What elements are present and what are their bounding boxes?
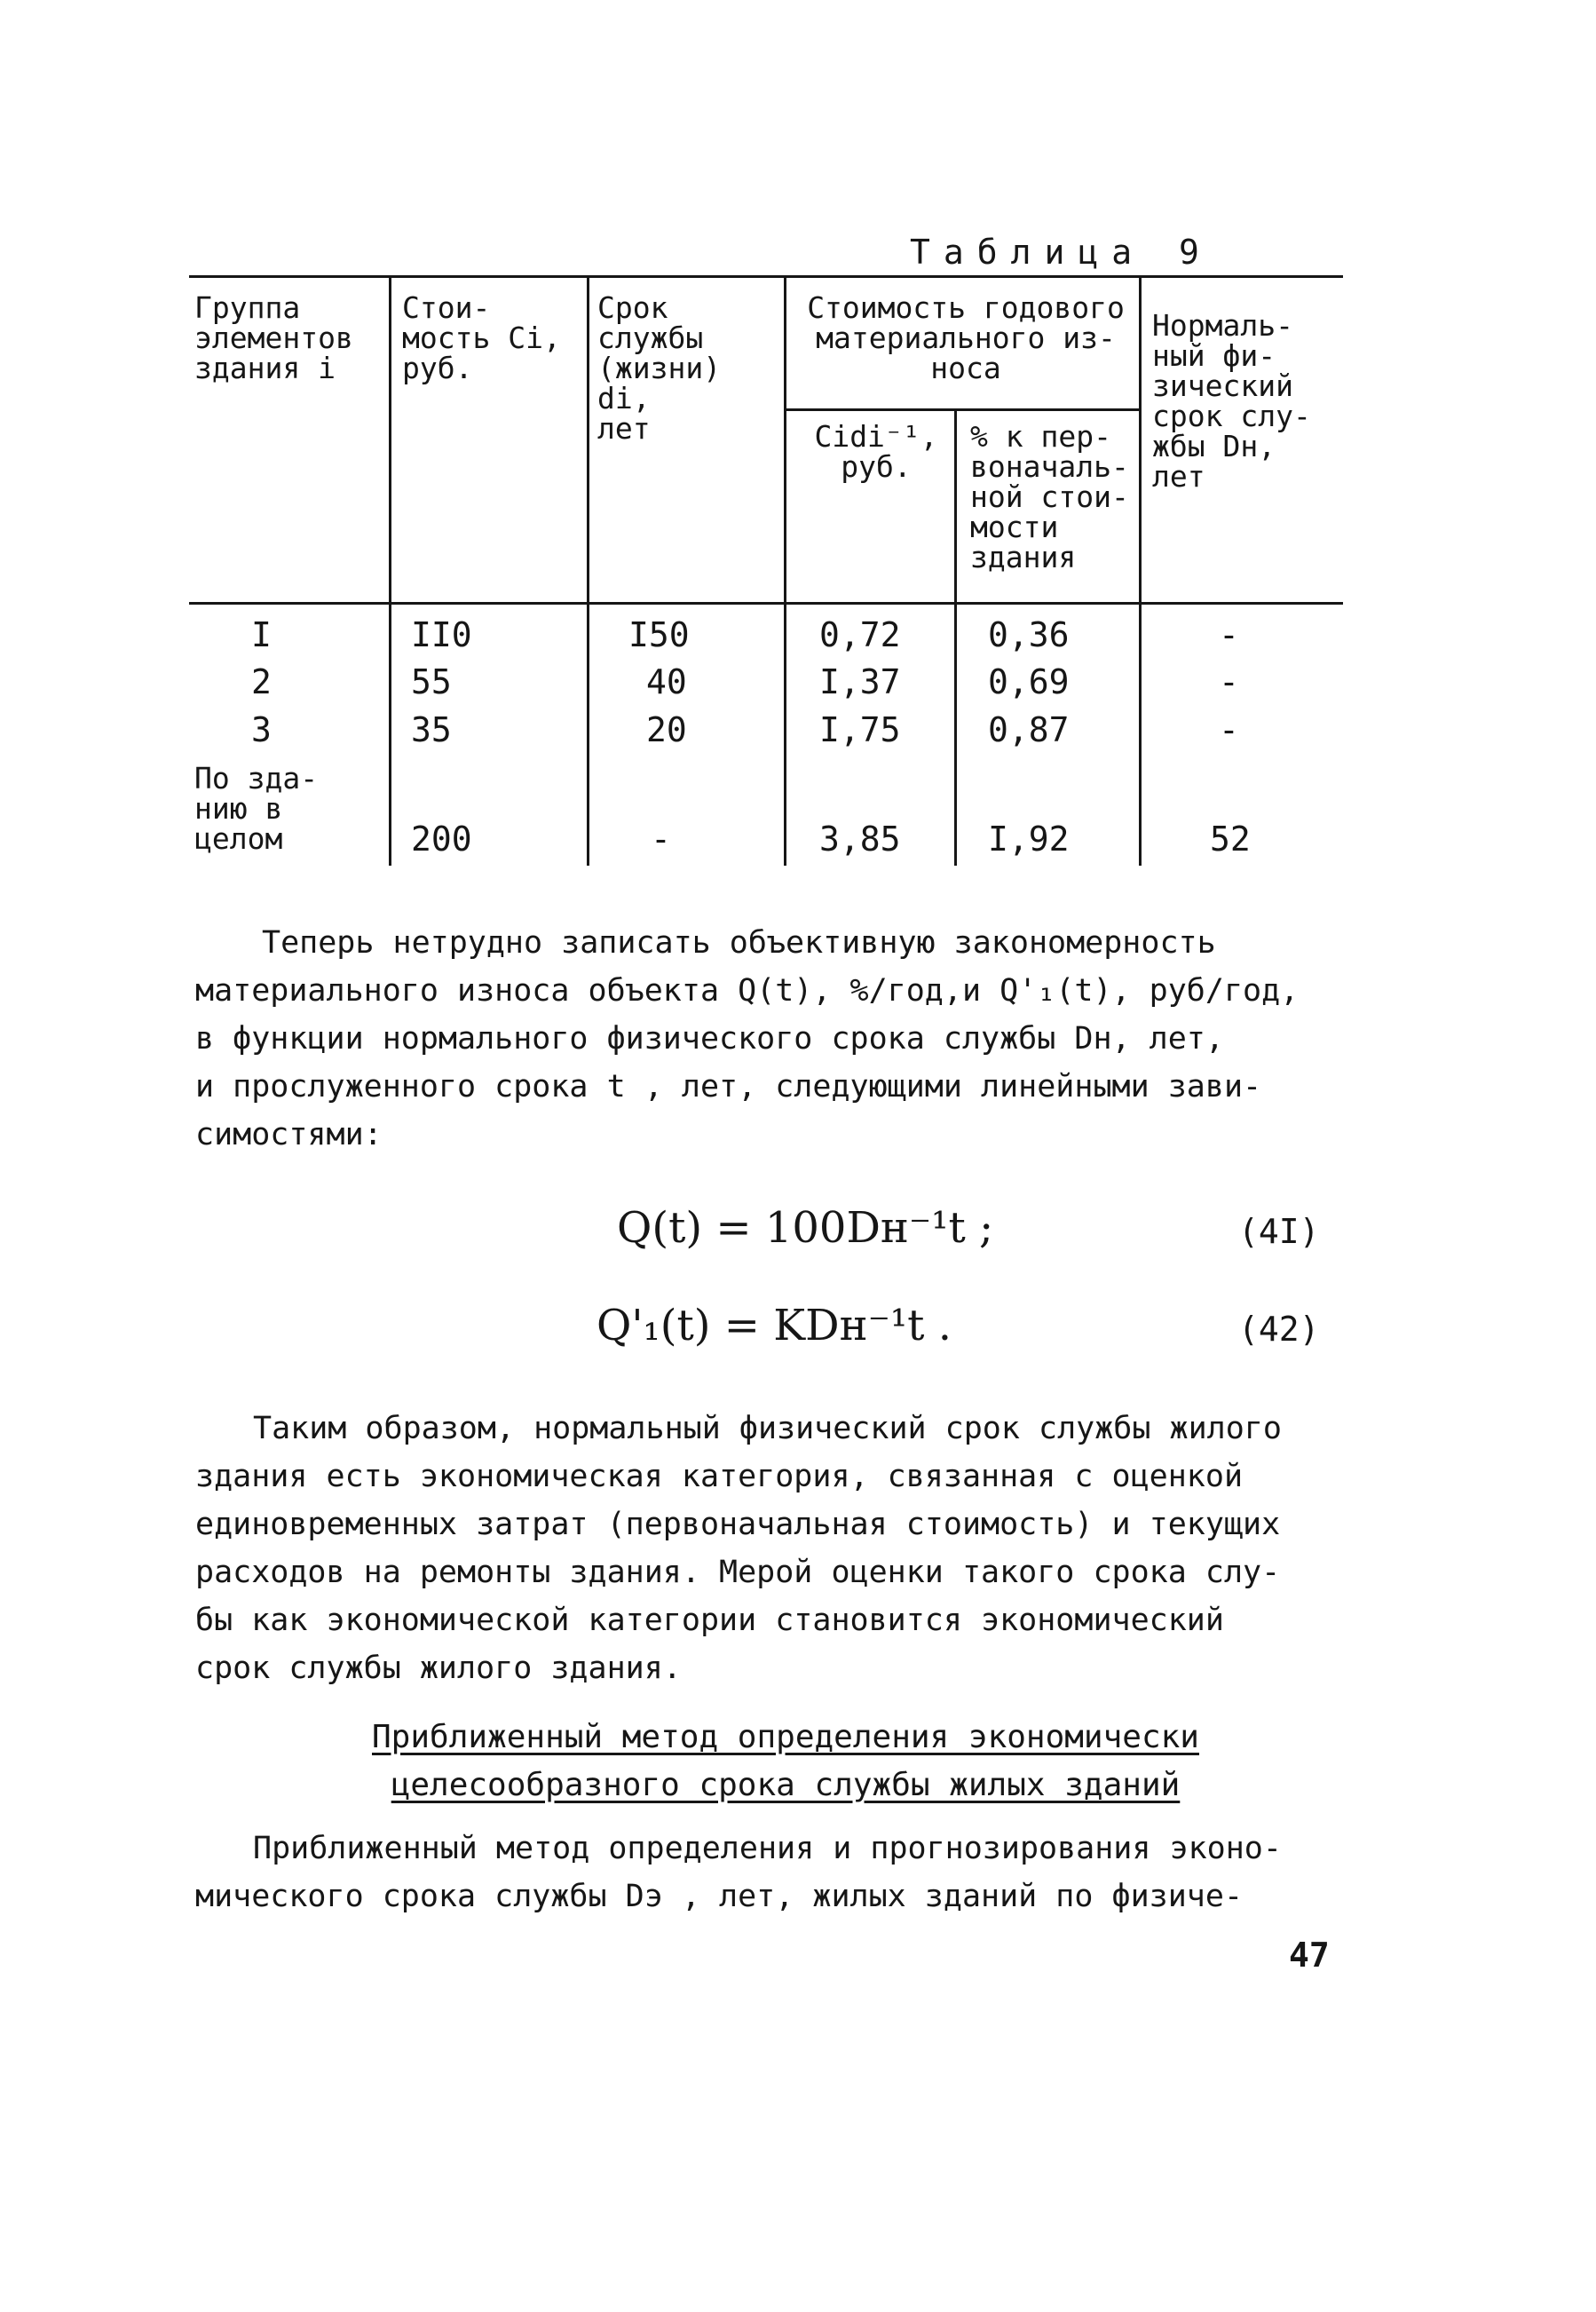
paragraph-method <box>195 1825 1349 1920</box>
page-number: 47 <box>1289 1936 1330 1975</box>
text-line: срок службы жилого здания. <box>195 1651 682 1686</box>
row4-life: - <box>651 819 671 859</box>
header-life: Срок службы (жизни) di, лет <box>597 290 722 446</box>
row3-norm: - <box>1219 710 1239 749</box>
text-line: в функции нормального физического срока службы Dн, лет, <box>195 1021 1224 1057</box>
text-line: материального износа объекта Q(t), %/год,и Q'₁(t), руб/год, <box>195 973 1300 1009</box>
row2-cost: 55 <box>411 662 452 701</box>
text-line: и прослуженного срока t , лет, следующими линейными зави- <box>195 1069 1262 1105</box>
table-header-rule <box>189 602 1343 605</box>
row2-life: 40 <box>646 662 687 701</box>
row1-life: I50 <box>628 615 690 654</box>
row3-life: 20 <box>646 710 687 749</box>
formula-41: Q(t) = 100Dн⁻¹t ; <box>617 1203 994 1253</box>
table-col-divider-5 <box>1139 275 1142 866</box>
header-annual-wear: Стоимость годового материального из- носа <box>807 290 1125 385</box>
text-line: Теперь нетрудно записать объективную закономерность <box>262 925 1216 961</box>
header-annual-pct: % к пер- воначаль- ной стои- мости здания <box>970 419 1129 574</box>
table-top-rule <box>189 275 1343 278</box>
text-line: Приближенный метод определения и прогнозирования эконо- <box>253 1831 1282 1866</box>
text-line: симостями: <box>195 1117 383 1152</box>
row1-rub: 0,72 <box>819 615 901 654</box>
text-line: Таким образом, нормальный физический срок службы жилого <box>253 1411 1282 1446</box>
row2-group: 2 <box>251 662 272 701</box>
row4-norm: 52 <box>1210 819 1251 859</box>
row2-rub: I,37 <box>819 662 901 701</box>
heading-line: целесообразного срока службы жилых зданий <box>391 1767 1181 1803</box>
row1-pct: 0,36 <box>988 615 1070 654</box>
row1-cost: II0 <box>411 615 472 654</box>
row3-group: 3 <box>251 710 272 749</box>
formula-42-number: (42) <box>1238 1310 1320 1349</box>
row3-cost: 35 <box>411 710 452 749</box>
row3-rub: I,75 <box>819 710 901 749</box>
row2-norm: - <box>1219 662 1239 701</box>
text-line: мического срока службы Dэ , лет, жилых зданий по физиче- <box>195 1879 1244 1914</box>
header-annual-rub: Cidi⁻¹, руб. <box>814 419 938 484</box>
table-caption: Таблица 9 <box>910 233 1213 272</box>
section-heading <box>342 1714 1229 1809</box>
formula-41-number: (4I) <box>1238 1212 1320 1251</box>
text-line: расходов на ремонты здания. Мерой оценки такого срока слу- <box>195 1555 1281 1590</box>
text-line: здания есть экономическая категория, связанная с оценкой <box>195 1459 1244 1494</box>
row2-pct: 0,69 <box>988 662 1070 701</box>
table-subheader-rule <box>784 408 1139 411</box>
row1-norm: - <box>1219 615 1239 654</box>
row1-group: I <box>251 615 272 654</box>
row4-pct: I,92 <box>988 819 1070 859</box>
paragraph-economic-category <box>195 1405 1349 1692</box>
text-line: единовременных затрат (первоначальная стоимость) и текущих <box>195 1507 1281 1542</box>
header-norm-life: Нормаль- ный фи- зический срок слу- жбы Dн, лет <box>1152 308 1311 494</box>
wear-table <box>189 275 1343 870</box>
header-cost: Стои- мость Ci, руб. <box>402 290 561 385</box>
row4-cost: 200 <box>411 819 472 859</box>
table-col-divider-2 <box>587 275 589 866</box>
text-line: бы как экономической категории становится экономический <box>195 1603 1224 1638</box>
row4-rub: 3,85 <box>819 819 901 859</box>
table-col-divider-3 <box>784 275 786 866</box>
row4-group: По зда- нию в целом <box>194 761 319 856</box>
formula-42: Q'₁(t) = KDн⁻¹t . <box>597 1301 952 1350</box>
row3-pct: 0,87 <box>988 710 1070 749</box>
table-col-divider-1 <box>389 275 391 866</box>
header-group: Группа элементов здания i <box>194 290 353 385</box>
table-col-divider-4 <box>954 410 957 866</box>
paragraph-wear-law <box>195 919 1349 1159</box>
heading-line: Приближенный метод определения экономически <box>372 1719 1199 1755</box>
